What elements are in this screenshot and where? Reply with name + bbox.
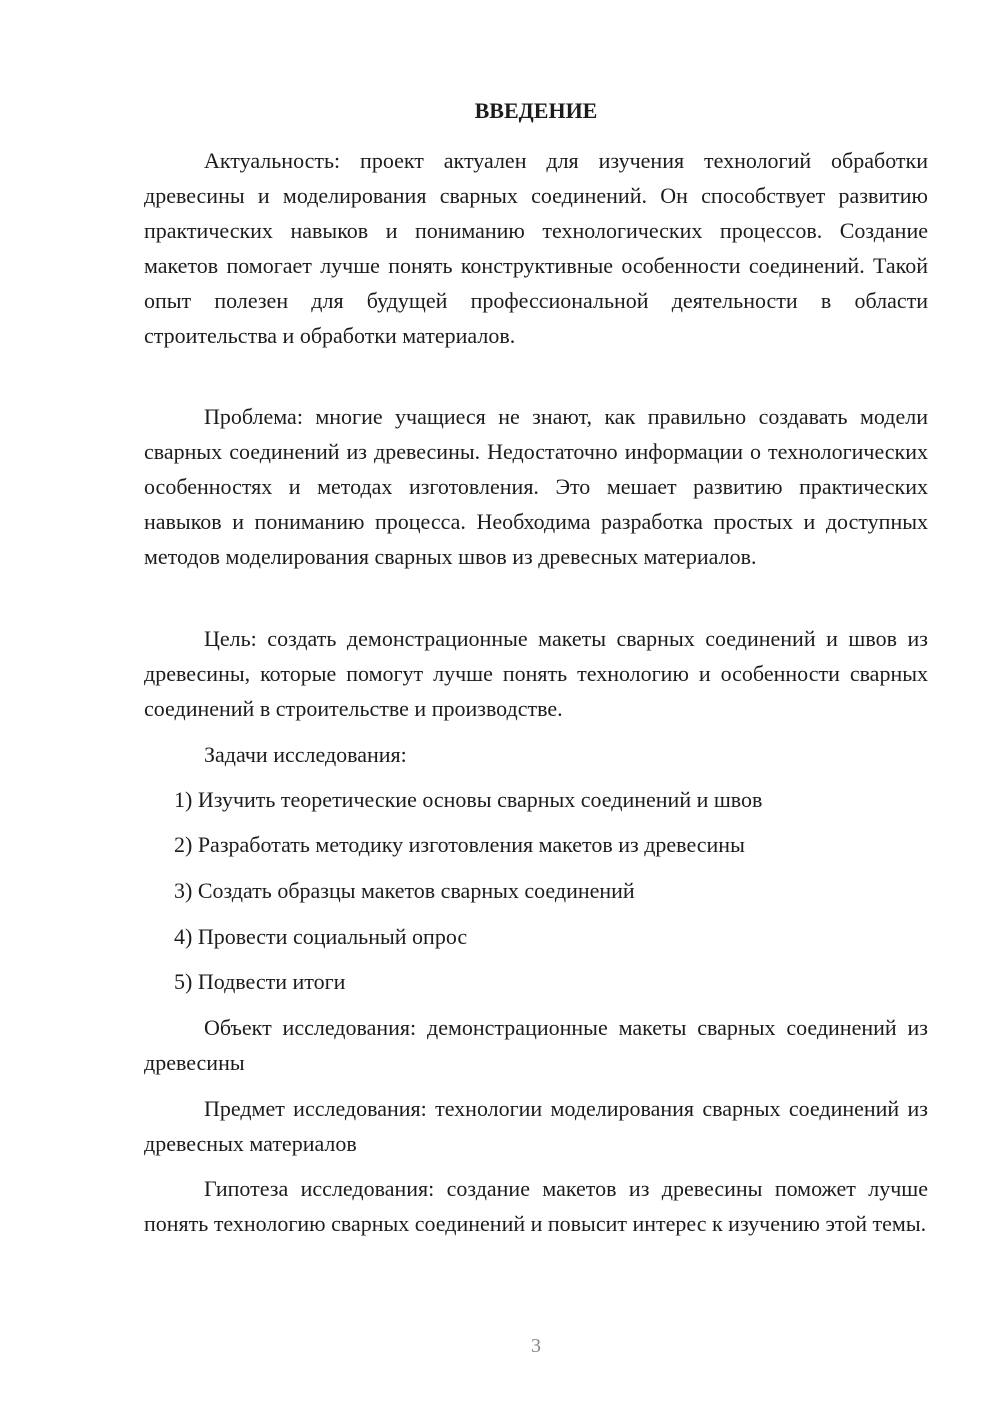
goal-paragraph: Цель: создать демонстрационные макеты сварных соединений и швов из древесины, которые помогут лучше понять технологию и особенности сварных соединений в строительстве и производстве. <box>144 626 928 721</box>
subject-paragraph: Предмет исследования: технологии моделирования сварных соединений из древесных материалов <box>144 1096 928 1156</box>
object-paragraph: Объект исследования: демонстрационные макеты сварных соединений из древесины <box>144 1015 928 1075</box>
task-item: 4) Провести социальный опрос <box>174 924 468 949</box>
task-item: 2) Разработать методику изготовления макетов из древесины <box>174 832 745 857</box>
page-number: 3 <box>531 1335 541 1357</box>
hypothesis-paragraph: Гипотеза исследования: создание макетов из древесины поможет лучше понять технологию сварных соединений и повысит интерес к изучению этой темы. <box>144 1176 928 1236</box>
tasks-heading: Задачи исследования: <box>204 742 407 767</box>
task-item: 1) Изучить теоретические основы сварных соединений и швов <box>174 787 763 812</box>
relevance-paragraph: Актуальность: проект актуален для изучения технологий обработки древесины и моделирования сварных соединений. Он способствует развитию практических навыков и пониманию технологических процессов. Создание макетов помогает лучше понять конструктивные особенности соединений. Такой опыт полезен для будущей профессиональной деятельности в области строительства и обработки материалов. <box>144 148 928 348</box>
problem-paragraph: Проблема: многие учащиеся не знают, как правильно создавать модели сварных соединений из древесины. Недостаточно информации о технологических особенностях и методах изготовления. Это мешает развитию практических навыков и пониманию процесса. Необходима разработка простых и доступных методов моделирования сварных швов из древесных материалов. <box>144 404 928 569</box>
page-title: ВВЕДЕНИЕ <box>474 98 598 123</box>
task-item: 3) Создать образцы макетов сварных соединений <box>174 878 635 903</box>
task-item: 5) Подвести итоги <box>174 969 346 994</box>
